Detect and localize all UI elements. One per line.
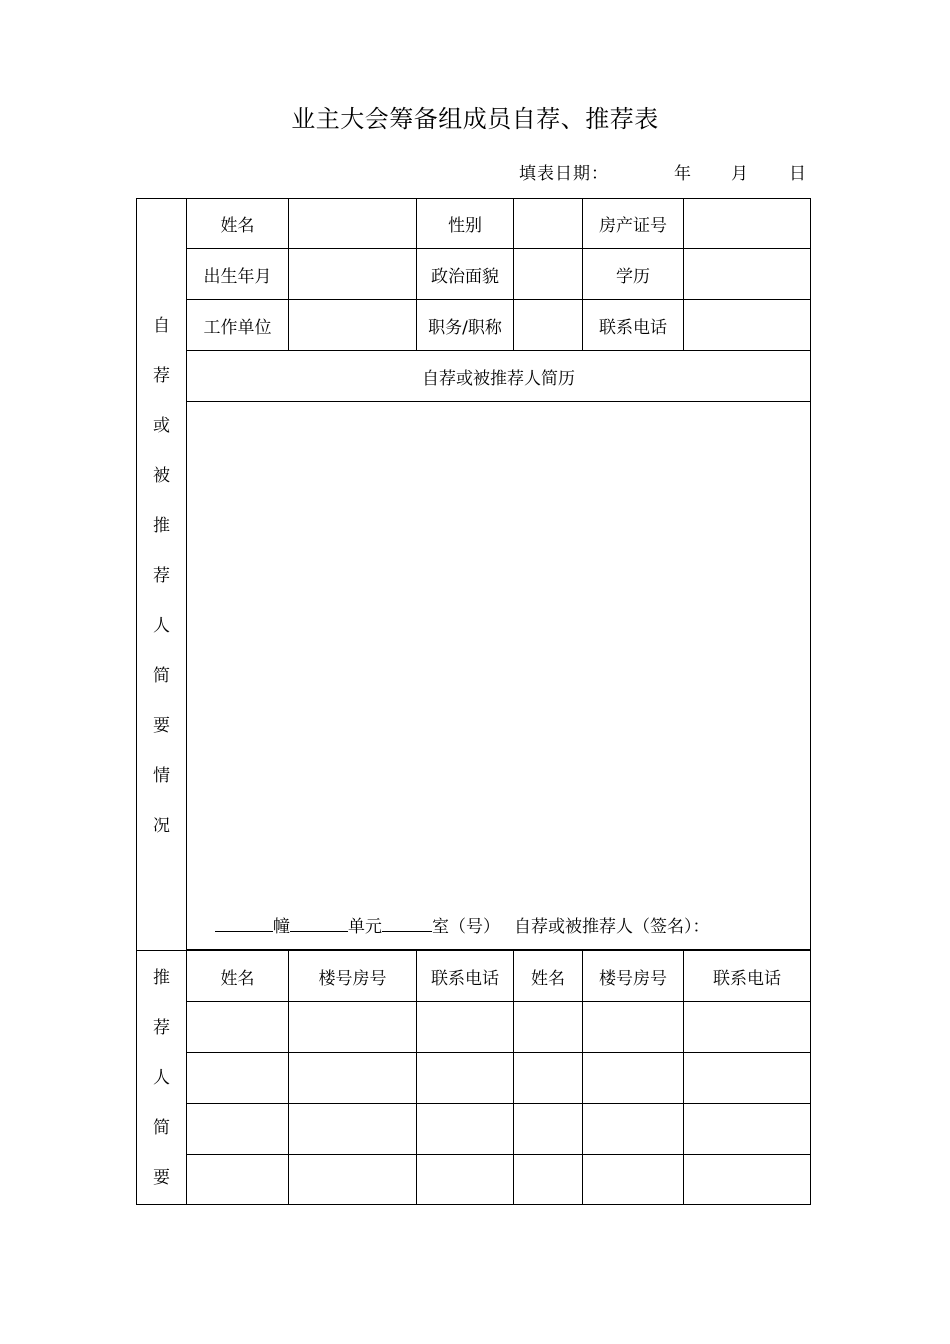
- field-position-title[interactable]: [514, 300, 583, 351]
- fill-date-month-label: 月: [731, 164, 748, 184]
- side-char: 要: [153, 716, 170, 736]
- side-char: 人: [153, 1068, 170, 1088]
- recommender-cell[interactable]: [514, 1002, 583, 1053]
- side-char: 简: [153, 1118, 170, 1138]
- field-gender[interactable]: [514, 199, 583, 249]
- side-char: 况: [153, 816, 170, 836]
- side-char: 简: [153, 666, 170, 686]
- recommender-cell[interactable]: [289, 1104, 417, 1155]
- recommender-header-room: 楼号房号: [289, 951, 417, 1002]
- recommender-cell[interactable]: [187, 1002, 289, 1053]
- side-char: 被: [153, 466, 170, 486]
- recommender-cell[interactable]: [417, 1155, 514, 1205]
- recommender-cell[interactable]: [417, 1002, 514, 1053]
- recommender-header-room: 楼号房号: [583, 951, 684, 1002]
- resume-area[interactable]: [187, 402, 811, 950]
- label-political-status: 政治面貌: [417, 249, 514, 300]
- recommender-cell[interactable]: [684, 1104, 811, 1155]
- room-blank[interactable]: [382, 913, 432, 932]
- recommender-header-phone: 联系电话: [684, 951, 811, 1002]
- side-char: 人: [153, 616, 170, 636]
- recommender-header-name: 姓名: [187, 951, 289, 1002]
- recommender-section-side-label: [137, 951, 187, 1205]
- recommender-cell[interactable]: [289, 1002, 417, 1053]
- side-char: 推: [153, 968, 170, 988]
- recommender-cell[interactable]: [289, 1155, 417, 1205]
- side-char: 荐: [153, 566, 170, 586]
- recommender-header-name: 姓名: [514, 951, 583, 1002]
- recommender-cell[interactable]: [583, 1053, 684, 1104]
- recommender-cell[interactable]: [583, 1002, 684, 1053]
- side-char: 情: [153, 766, 170, 786]
- field-name[interactable]: [289, 199, 417, 249]
- label-education: 学历: [583, 249, 684, 300]
- form-title: 业主大会筹备组成员自荐、推荐表: [291, 105, 659, 133]
- recommender-cell[interactable]: [684, 1002, 811, 1053]
- recommender-cell[interactable]: [187, 1053, 289, 1104]
- side-char: 或: [153, 416, 170, 436]
- label-position-title: 职务/职称: [417, 300, 514, 351]
- resume-header: 自荐或被推荐人简历: [187, 351, 811, 402]
- field-property-cert-no[interactable]: [684, 199, 811, 249]
- field-political-status[interactable]: [514, 249, 583, 300]
- label-phone: 联系电话: [583, 300, 684, 351]
- side-char: 自: [153, 316, 170, 336]
- recommender-cell[interactable]: [289, 1053, 417, 1104]
- signature-line: [215, 913, 710, 939]
- recommender-cell[interactable]: [583, 1104, 684, 1155]
- fill-date-day-label: 日: [789, 164, 806, 184]
- signer-label: 自荐或被推荐人（签名）：: [514, 917, 710, 937]
- field-education[interactable]: [684, 249, 811, 300]
- recommender-cell[interactable]: [417, 1053, 514, 1104]
- label-gender: 性别: [417, 199, 514, 249]
- recommender-cell[interactable]: [187, 1104, 289, 1155]
- recommender-cell[interactable]: [514, 1053, 583, 1104]
- nomination-form-table: [136, 198, 811, 1205]
- fill-date-year-label: 年: [674, 164, 691, 184]
- side-char: 要: [153, 1168, 170, 1188]
- fill-date-line: [0, 162, 950, 186]
- unit-label: 单元: [348, 917, 382, 937]
- recommender-cell[interactable]: [514, 1104, 583, 1155]
- side-char: 荐: [153, 366, 170, 386]
- recommender-cell[interactable]: [417, 1104, 514, 1155]
- recommender-cell[interactable]: [583, 1155, 684, 1205]
- side-char: 推: [153, 516, 170, 536]
- building-label: 幢: [273, 917, 290, 937]
- nominee-section-side-label: [137, 199, 187, 951]
- field-employer[interactable]: [289, 300, 417, 351]
- label-employer: 工作单位: [187, 300, 289, 351]
- room-label: 室（号）: [432, 917, 500, 937]
- field-phone[interactable]: [684, 300, 811, 351]
- recommender-cell[interactable]: [514, 1155, 583, 1205]
- label-birth-date: 出生年月: [187, 249, 289, 300]
- side-char: 荐: [153, 1018, 170, 1038]
- fill-date-label: 填表日期：: [519, 164, 609, 184]
- field-birth-date[interactable]: [289, 249, 417, 300]
- building-blank[interactable]: [215, 913, 273, 932]
- recommender-cell[interactable]: [684, 1053, 811, 1104]
- unit-blank[interactable]: [290, 913, 348, 932]
- label-property-cert-no: 房产证号: [583, 199, 684, 249]
- recommender-cell[interactable]: [684, 1155, 811, 1205]
- recommender-cell[interactable]: [187, 1155, 289, 1205]
- recommender-header-phone: 联系电话: [417, 951, 514, 1002]
- label-name: 姓名: [187, 199, 289, 249]
